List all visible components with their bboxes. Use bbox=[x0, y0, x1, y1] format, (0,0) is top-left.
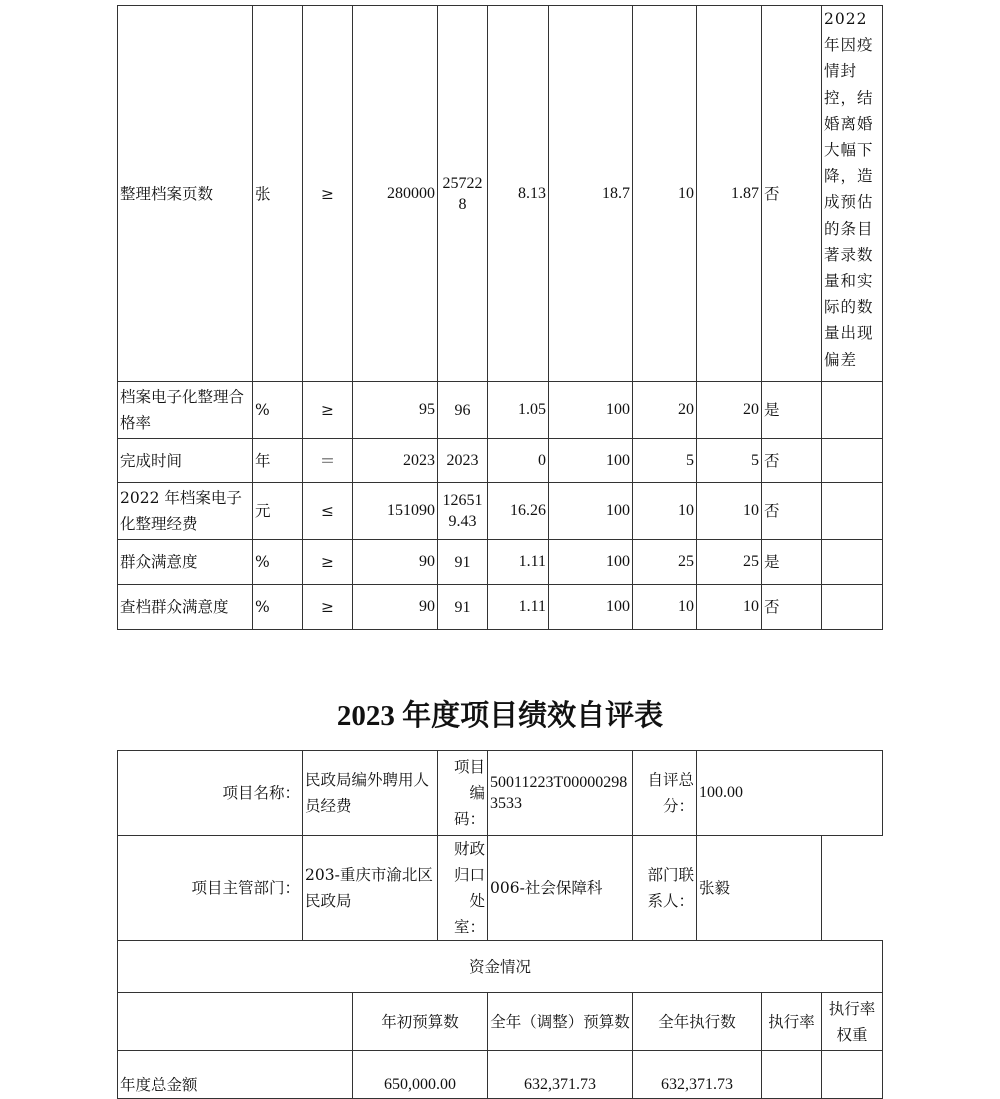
funds-header-row bbox=[118, 993, 883, 1051]
indicator-unit: 张 bbox=[253, 6, 303, 382]
indicator-actual: 96 bbox=[438, 382, 488, 439]
indicator-target: 95 bbox=[353, 382, 438, 439]
indicator-row bbox=[118, 540, 883, 585]
indicator-unit: 年 bbox=[253, 439, 303, 483]
indicator-row bbox=[118, 585, 883, 630]
indicator-score: 5 bbox=[697, 439, 762, 483]
indicator-score: 20 bbox=[697, 382, 762, 439]
indicator-weight: 10 bbox=[633, 585, 697, 630]
project-name-label: 项目名称： bbox=[118, 751, 303, 836]
indicator-name: 查档群众满意度 bbox=[118, 585, 253, 630]
indicator-deviation-rate: 16.26 bbox=[488, 483, 549, 540]
indicator-operator: ≥ bbox=[303, 585, 353, 630]
indicator-score: 10 bbox=[697, 483, 762, 540]
indicator-name: 档案电子化整理合格率 bbox=[118, 382, 253, 439]
indicator-deviation-rate: 8.13 bbox=[488, 6, 549, 382]
indicator-note bbox=[822, 439, 883, 483]
indicator-target: 280000 bbox=[353, 6, 438, 382]
indicator-note bbox=[822, 483, 883, 540]
indicator-deviation-rate: 1.11 bbox=[488, 585, 549, 630]
indicator-actual: 91 bbox=[438, 585, 488, 630]
funds-section-label: 资金情况 bbox=[118, 941, 883, 993]
indicator-deviation-rate: 1.05 bbox=[488, 382, 549, 439]
project-row-1 bbox=[118, 751, 883, 836]
indicator-name: 完成时间 bbox=[118, 439, 253, 483]
indicator-row bbox=[118, 483, 883, 540]
funds-header-cell: 执行率权重 bbox=[822, 993, 883, 1051]
indicator-row bbox=[118, 6, 883, 382]
indicator-operator: ≥ bbox=[303, 540, 353, 585]
indicator-met: 是 bbox=[762, 540, 822, 585]
indicator-weight: 20 bbox=[633, 382, 697, 439]
funds-value: 650,000.00 bbox=[353, 1051, 488, 1099]
contact-value: 张毅 bbox=[697, 836, 822, 941]
indicator-target: 151090 bbox=[353, 483, 438, 540]
indicator-operator: ＝ bbox=[303, 439, 353, 483]
dept-label: 项目主管部门： bbox=[118, 836, 303, 941]
indicator-note: 2022年因疫情封控，结婚离婚大幅下降，造成预估的条目著录数量和实际的数量出现偏差 bbox=[822, 6, 883, 382]
indicator-row bbox=[118, 439, 883, 483]
indicator-weight: 25 bbox=[633, 540, 697, 585]
funds-value: 632,371.73 bbox=[488, 1051, 633, 1099]
indicator-operator: ≤ bbox=[303, 483, 353, 540]
indicator-met: 否 bbox=[762, 585, 822, 630]
contact-label: 部门联系人： bbox=[633, 836, 697, 941]
indicator-unit: % bbox=[253, 382, 303, 439]
indicator-score: 1.87 bbox=[697, 6, 762, 382]
project-table bbox=[117, 750, 883, 1099]
indicator-met: 否 bbox=[762, 483, 822, 540]
indicator-weight: 10 bbox=[633, 483, 697, 540]
indicator-deviation-rate: 0 bbox=[488, 439, 549, 483]
indicator-met: 是 bbox=[762, 382, 822, 439]
funds-row-label: 年度总金额 bbox=[118, 1051, 353, 1099]
funds-value bbox=[762, 1051, 822, 1099]
project-row-2 bbox=[118, 836, 883, 941]
self-score-label: 自评总分： bbox=[633, 751, 697, 836]
indicator-actual: 126519.43 bbox=[438, 483, 488, 540]
indicator-actual: 2023 bbox=[438, 439, 488, 483]
indicator-name: 整理档案页数 bbox=[118, 6, 253, 382]
indicator-score: 10 bbox=[697, 585, 762, 630]
indicator-unit: % bbox=[253, 585, 303, 630]
funds-header-cell: 年初预算数 bbox=[353, 993, 488, 1051]
funds-section-row bbox=[118, 941, 883, 993]
indicator-weight: 10 bbox=[633, 6, 697, 382]
indicator-target: 2023 bbox=[353, 439, 438, 483]
dept-value: 203-重庆市渝北区民政局 bbox=[303, 836, 438, 941]
office-value: 006-社会保障科 bbox=[488, 836, 633, 941]
office-label: 财政归口处室： bbox=[438, 836, 488, 941]
funds-header-cell: 执行率 bbox=[762, 993, 822, 1051]
indicator-row bbox=[118, 382, 883, 439]
indicator-met: 否 bbox=[762, 439, 822, 483]
indicator-table bbox=[117, 5, 883, 630]
indicator-actual: 91 bbox=[438, 540, 488, 585]
indicator-unit: % bbox=[253, 540, 303, 585]
indicator-target: 90 bbox=[353, 585, 438, 630]
indicator-unit: 元 bbox=[253, 483, 303, 540]
indicator-score: 25 bbox=[697, 540, 762, 585]
indicator-met: 否 bbox=[762, 6, 822, 382]
indicator-operator: ≥ bbox=[303, 6, 353, 382]
indicator-name: 群众满意度 bbox=[118, 540, 253, 585]
indicator-completion-rate: 18.7 bbox=[549, 6, 633, 382]
indicator-note bbox=[822, 540, 883, 585]
funds-header-cell: 全年（调整）预算数 bbox=[488, 993, 633, 1051]
project-code-value: 50011223T000002983533 bbox=[488, 751, 633, 836]
funds-header-cell: 全年执行数 bbox=[633, 993, 762, 1051]
self-score-value: 100.00 bbox=[697, 751, 883, 836]
indicator-target: 90 bbox=[353, 540, 438, 585]
project-name-value: 民政局编外聘用人员经费 bbox=[303, 751, 438, 836]
indicator-note bbox=[822, 382, 883, 439]
indicator-completion-rate: 100 bbox=[549, 439, 633, 483]
page-title: 2023 年度项目绩效自评表 bbox=[336, 700, 664, 732]
indicator-completion-rate: 100 bbox=[549, 540, 633, 585]
indicator-deviation-rate: 1.11 bbox=[488, 540, 549, 585]
funds-value bbox=[822, 1051, 883, 1099]
indicator-actual: 257228 bbox=[438, 6, 488, 382]
indicator-note bbox=[822, 585, 883, 630]
funds-total-row bbox=[118, 1051, 883, 1099]
indicator-completion-rate: 100 bbox=[549, 483, 633, 540]
project-code-label: 项目编码： bbox=[438, 751, 488, 836]
indicator-weight: 5 bbox=[633, 439, 697, 483]
indicator-name: 2022 年档案电子化整理经费 bbox=[118, 483, 253, 540]
funds-value: 632,371.73 bbox=[633, 1051, 762, 1099]
indicator-operator: ≥ bbox=[303, 382, 353, 439]
indicator-completion-rate: 100 bbox=[549, 585, 633, 630]
indicator-completion-rate: 100 bbox=[549, 382, 633, 439]
